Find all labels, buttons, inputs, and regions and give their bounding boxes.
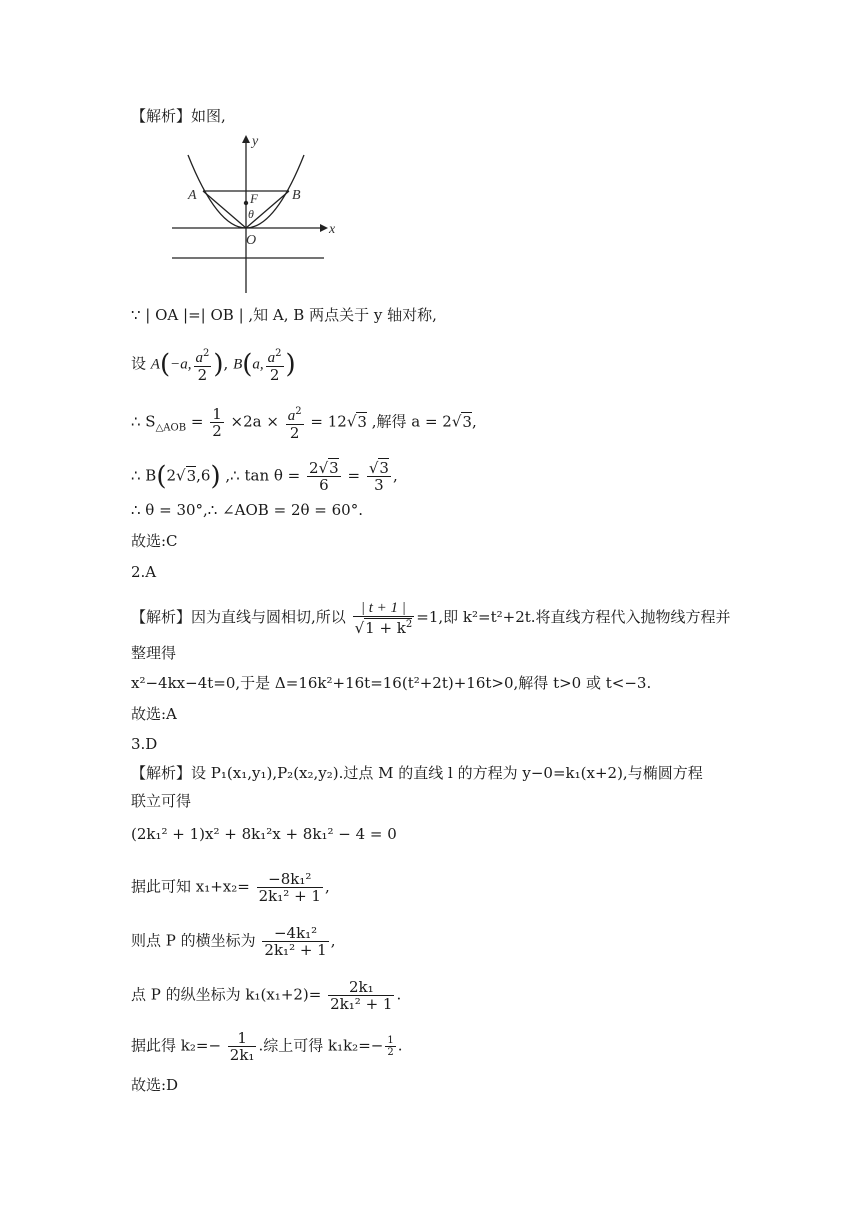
label-theta: θ xyxy=(248,207,254,221)
label-y: y xyxy=(252,134,259,149)
symmetry-line: ∵ | OA |=| OB | ,知 A, B 两点关于 y 轴对称, xyxy=(131,306,437,324)
analysis-intro: 【解析】如图, xyxy=(131,107,226,125)
question-3-answer: 3.D xyxy=(131,735,158,753)
choice-1: 故选:C xyxy=(131,532,178,550)
q3-sum-line: 据此可知 x₁+x₂= $\frac{\text{−8k₁²}}{\text{2k₁² + 1}}$ , xyxy=(131,870,330,905)
q2-analysis-line2: 整理得 xyxy=(131,644,177,662)
q3-k2-line: 据此得 k₂=− $\frac{1}{\text{2k₁}}$ .综上可得 k₁k₂=− $\frac{1}{2}$ . xyxy=(131,1029,403,1064)
x-axis-arrow xyxy=(320,224,328,232)
q3-abscissa-line: 则点 P 的横坐标为 $\frac{\text{−4k₁²}}{\text{2k₁² + 1}}$ , xyxy=(131,924,336,959)
y-axis-arrow xyxy=(242,135,250,143)
set-points-line: 设 A(−a, $\frac{a^2}{2}$ ), B(a, $\frac{a^2}{2}$ ) xyxy=(131,348,296,384)
parabola-figure xyxy=(166,133,346,295)
q3-equation: (2k₁² + 1)x² + 8k₁²x + 8k₁² − 4 = 0 xyxy=(131,825,397,843)
segment-oa xyxy=(203,191,246,228)
label-x: x xyxy=(329,222,336,237)
area-line: ∴ $S_{\triangle AOB}$ = $\frac{1}{2}$ ×2a × $\frac{a^2}{2}$ = 12√3 ,解得 a = 2√3, xyxy=(131,405,477,442)
label-o: O xyxy=(246,233,257,248)
label-b: B xyxy=(292,188,301,203)
theta-line: ∴ θ = 30°,∴ ∠AOB = 2θ = 60°. xyxy=(131,501,363,519)
q3-analysis-line1: 【解析】设 P₁(x₁,y₁),P₂(x₂,y₂).过点 M 的直线 l 的方程为 y−0=k₁(x+2),与椭圆方程 xyxy=(131,764,703,782)
analysis-tag: 【解析】 xyxy=(131,107,192,125)
question-2-answer: 2.A xyxy=(131,563,157,581)
tan-line: ∴ B(2√3,6) ,∴ tan θ = $\frac{2√3}{6}$ = $\frac{√3}{3}$ , xyxy=(131,459,398,494)
q3-ordinate-line: 点 P 的纵坐标为 k₁(x₁+2)= $\frac{\text{2k₁}}{\text{2k₁² + 1}}$ . xyxy=(131,978,402,1013)
q2-analysis-line1: 【解析】因为直线与圆相切,所以 $\frac{| t + 1 |}{√1 + k^2}$ =1,即 k²=t²+2t.将直线方程代入抛物线方程并 xyxy=(131,600,731,637)
q2-analysis-line3: x²−4kx−4t=0,于是 Δ=16k²+16t=16(t²+2t)+16t>0,解得 t>0 或 t<−3. xyxy=(131,674,652,692)
focus-point xyxy=(244,201,248,205)
label-f: F xyxy=(250,191,258,206)
choice-2: 故选:A xyxy=(131,705,177,723)
choice-3: 故选:D xyxy=(131,1076,179,1094)
label-a: A xyxy=(188,188,197,203)
q3-analysis-line2: 联立可得 xyxy=(131,792,192,810)
